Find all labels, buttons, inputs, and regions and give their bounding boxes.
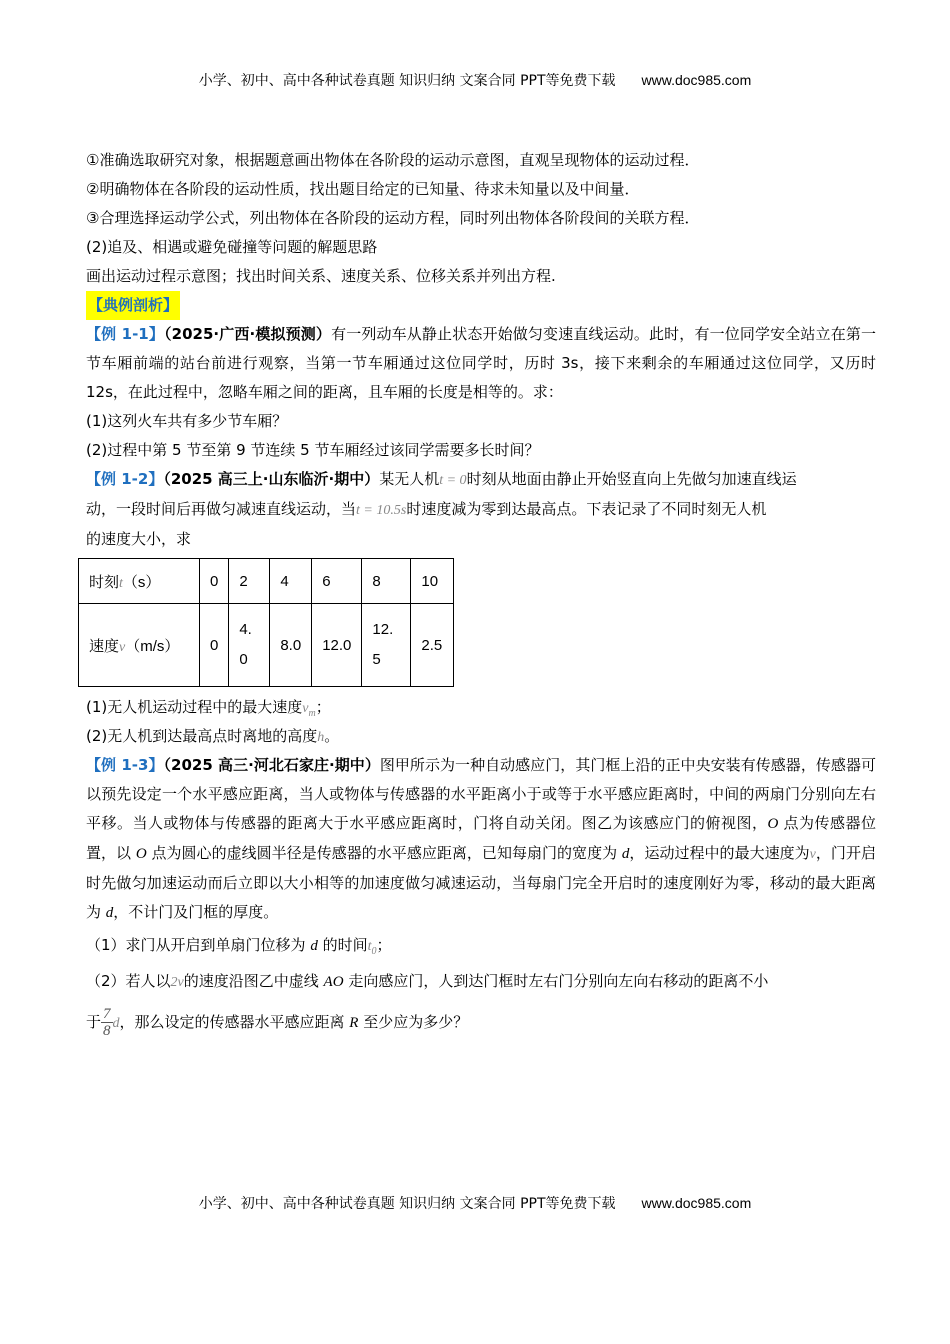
question-2: （2）若人以2v的速度沿图乙中虚线 AO 走向感应门，人到达门框时左右门分别向左向右移动的距离不小	[86, 972, 769, 990]
example-label: 【例 1-2】	[86, 470, 164, 488]
section-title: 【典例剖析】	[86, 291, 180, 320]
step-2: ②明确物体在各阶段的运动性质，找出题目给定的已知量、待求未知量以及中间量．	[86, 180, 640, 198]
example-text: 时刻从地面由静止开始竖直向上先做匀加速直线运	[466, 470, 797, 488]
table-cell: 2	[229, 559, 270, 604]
example-text: 有一列动车从静止状态开始做匀变速直线运动。此时，有一位同学安全站立在第一节车厢前端的站台前进行观察，当第一节车厢通过这位同学时，历时 3s，接下来剩余的车厢通过这位同学，又历时 12s，在此过程中，忽略车厢之间的距离，且车厢的长度是相等的。求：	[86, 325, 876, 401]
table-cell: 6	[312, 559, 362, 604]
fraction: $\frac{7}{8}$	[103, 1006, 111, 1039]
table-cell: 8	[362, 559, 411, 604]
question-2: (2)过程中第 5 节至第 9 节连续 5 节车厢经过该同学需要多长时间？	[86, 441, 540, 459]
example-label: 【例 1-1】	[86, 325, 165, 343]
example-source: （2025·广西·模拟预测）	[164, 325, 332, 343]
table-row	[79, 559, 454, 604]
footer-site: www.doc985.com	[641, 1195, 752, 1211]
page-footer	[0, 1193, 950, 1213]
table-cell: 2.5	[411, 604, 454, 687]
footer-text: 小学、初中、高中各种试卷真题 知识归纳 文案合同 PPT等免费下载	[198, 1196, 616, 1212]
table-cell: 12.0	[312, 604, 362, 687]
step-1: ①准确选取研究对象，根据题意画出物体在各阶段的运动示意图，直观呈现物体的运动过程．	[86, 151, 700, 169]
section-title-row	[86, 291, 876, 320]
question-1: (1)这列火车共有多少节车厢？	[86, 412, 288, 430]
question-1: （1）求门从开启到单扇门位移为 d 的时间$t_0$；	[86, 936, 392, 957]
table-cell: 8.0	[270, 604, 312, 687]
example-1-1	[86, 320, 876, 407]
example-source: （2025 高三·河北石家庄·期中）	[163, 756, 380, 774]
question-2: (2)无人机到达最高点时离地的高度h。	[86, 727, 340, 745]
table-header-cell: 速度v（m/s）	[79, 604, 200, 687]
velocity-table	[78, 558, 454, 687]
table-cell: 0	[200, 559, 229, 604]
table-row	[79, 604, 454, 687]
step-5: 画出运动过程示意图；找出时间关系、速度关系、位移关系并列出方程.	[86, 267, 556, 285]
header-text: 小学、初中、高中各种试卷真题 知识归纳 文案合同 PPT等免费下载	[198, 73, 616, 89]
example-source: （2025 高三上·山东临沂·期中）	[163, 470, 380, 488]
table-cell: 12. 5	[362, 604, 411, 687]
table-cell: 4. 0	[229, 604, 270, 687]
math-expression: t = 0	[439, 473, 467, 488]
page-content	[86, 146, 876, 1044]
table-cell: 10	[411, 559, 454, 604]
table-header-cell: 时刻t（s）	[79, 559, 200, 604]
page-header	[0, 70, 950, 90]
example-1-3: 【例 1-3】（2025 高三·河北石家庄·期中）图甲所示为一种自动感应门，其门框上沿的正中央安装有传感器，传感器可以预先设定一个水平感应距离，当人或物体与传感器的水平距离小于或等于水平感应距离时，中间的两扇门分别向左右平移。当人或物体与传感器的距离大于水平感应距离时，门将自动关闭。图乙为该感应门的俯视图，O 点为传感器位置，以 O 点为圆心的虚线圆半径是传感器的水平感应距离，已知每扇门的宽度为 d，运动过程中的最大速度为v，门开启时先做匀加速运动而后立即以大小相等的加速度做匀减速运动，当每扇门完全开启时的速度刚好为零，移动的最大距离为 d，不计门及门框的厚度。	[86, 756, 876, 921]
step-4: (2)追及、相遇或避免碰撞等问题的解题思路	[86, 238, 378, 256]
question-2-cont: 于 $\frac{7}{8}$ d，那么设定的传感器水平感应距离 R 至少应为多少？	[86, 1006, 469, 1039]
table-cell: 4	[270, 559, 312, 604]
table-cell: 0	[200, 604, 229, 687]
example-text: 动，一段时间后再做匀减速直线运动，当	[86, 500, 357, 518]
example-text: 时速度减为零到达最高点。下表记录了不同时刻无人机	[406, 500, 767, 518]
example-1-2	[86, 465, 876, 554]
example-label: 【例 1-3】	[86, 756, 164, 774]
header-site: www.doc985.com	[641, 72, 752, 88]
question-1: (1)无人机运动过程中的最大速度$v_m$；	[86, 698, 331, 719]
example-text: 的速度大小，求	[86, 530, 192, 548]
math-expression: t = 10.5s	[356, 503, 407, 518]
step-3: ③合理选择运动学公式，列出物体在各阶段的运动方程，同时列出物体各阶段间的关联方程．	[86, 209, 700, 227]
example-text: 某无人机	[379, 470, 440, 488]
